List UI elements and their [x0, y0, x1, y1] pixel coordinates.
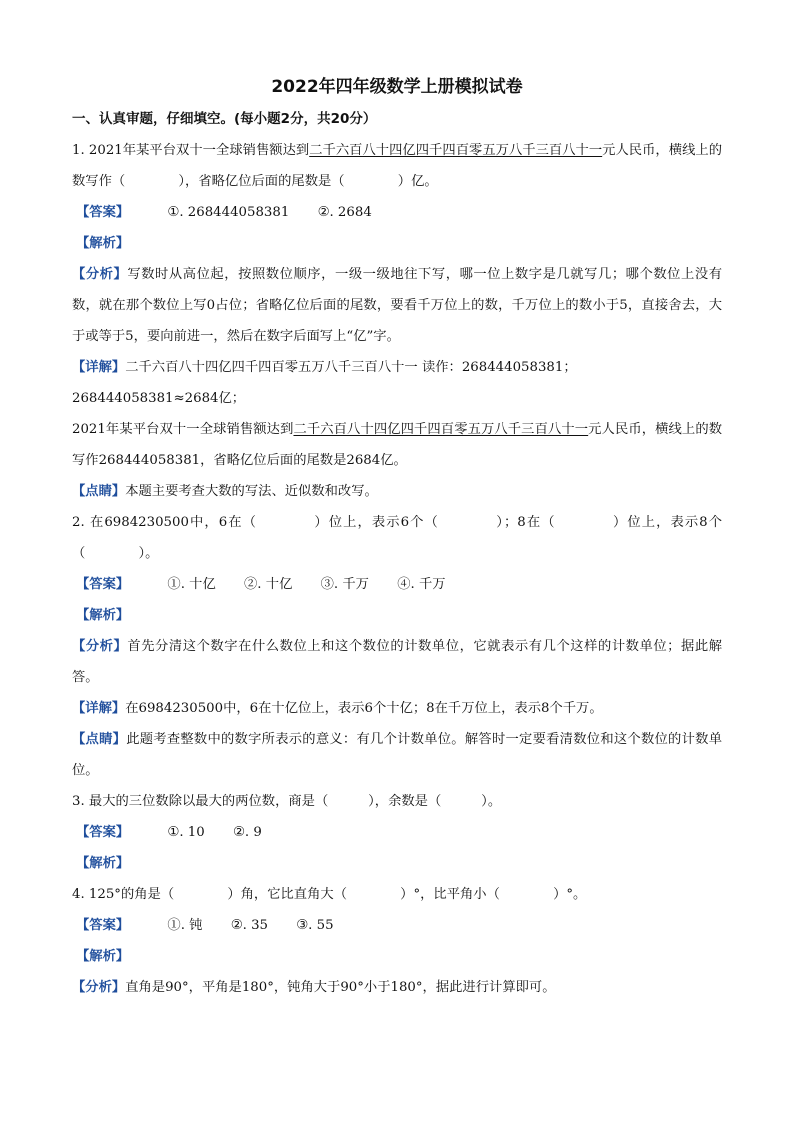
- detail-1: 【详解】二千六百八十四亿四千四百零五万八千三百八十一 读作：268444058381；: [72, 360, 577, 375]
- answer-item: ②. 35: [230, 918, 269, 933]
- fenxi-4: 【分析】直角是90°，平角是180°，钝角大于90°小于180°，据此进行计算即可。: [72, 980, 556, 995]
- answer-item: ①. 10: [167, 825, 205, 840]
- answer-item: ③. 55: [296, 918, 334, 933]
- comment-1: 【点睛】本题主要考查大数的写法、近似数和改写。: [72, 484, 378, 499]
- detail-1-line2: 268444058381≈2684亿；: [72, 391, 246, 406]
- section-heading: 一、认真审题，仔细填空。(每小题2分，共20分）: [72, 111, 377, 127]
- fenxi-1: 【分析】写数时从高位起，按照数位顺序，一级一级地往下写，哪一位上数字是几就写几；哪个数位上没有数，就在那个数位上写0占位；省略亿位后面的尾数，要看千万位上的数，千万位上的数小于5，直接舍去，大于或等于5，要向前进一，然后在数字后面写上“亿”字。: [72, 267, 723, 344]
- comment-2: 【点睛】此题考查整数中的数字所表示的意义：有几个计数单位。解答时一定要看清数位和这个数位的计数单位。: [72, 732, 722, 778]
- answer-item: ③. 千万: [320, 577, 369, 592]
- answer-item: ①. 十亿: [167, 577, 216, 592]
- question-3: 3. 最大的三位数除以最大的两位数，商是（ ），余数是（ ）。: [72, 794, 502, 809]
- underlined-number: 二千六百八十四亿四千四百零五万八千三百八十一: [293, 422, 589, 437]
- answer-item: ②. 2684: [317, 205, 372, 220]
- analysis-label-4: 【解析】: [76, 949, 130, 964]
- question-4: 4. 125°的角是（ ）角，它比直角大（ ）°，比平角小（ ）°。: [72, 887, 587, 902]
- answer-item: ④. 千万: [397, 577, 446, 592]
- answer-item: ①. 钝: [167, 918, 203, 933]
- answer-row-1: [72, 197, 722, 228]
- analysis-label-1: 【解析】: [76, 236, 130, 251]
- detail-2: 【详解】在6984230500中，6在十亿位上，表示6个十亿；8在千万位上，表示8个千万。: [72, 701, 603, 716]
- answer-item: ①. 268444058381: [167, 205, 290, 220]
- answer-row-4: [72, 910, 722, 941]
- answer-label: 【答案】: [76, 918, 130, 933]
- fenxi-2: 【分析】首先分清这个数字在什么数位上和这个数位的计数单位，它就表示有几个这样的计数单位；据此解答。: [72, 639, 723, 685]
- page-title: 2022年四年级数学上册模拟试卷: [271, 77, 523, 97]
- analysis-label-2: 【解析】: [76, 608, 130, 623]
- answer-item: ②. 9: [232, 825, 262, 840]
- answer-label: 【答案】: [76, 577, 130, 592]
- question-1: 1. 2021年某平台双十一全球销售额达到二千六百八十四亿四千四百零五万八千三百八十一元人民币，横线上的数写作（ ），省略亿位后面的尾数是（ ）亿。: [72, 143, 722, 189]
- detail-1-line3: 2021年某平台双十一全球销售额达到二千六百八十四亿四千四百零五万八千三百八十一元人民币，横线上的数写作268444058381，省略亿位后面的尾数是2684亿。: [72, 422, 723, 468]
- answer-row-3: [72, 817, 722, 848]
- underlined-number: 二千六百八十四亿四千四百零五万八千三百八十一: [309, 143, 603, 158]
- question-2: 2. 在6984230500中，6在（ ）位上，表示6个（ ）；8在（ ）位上，表示8个（ ）。: [72, 515, 722, 561]
- answer-item: ②. 十亿: [244, 577, 293, 592]
- answer-label: 【答案】: [76, 205, 130, 220]
- analysis-label-3: 【解析】: [76, 856, 130, 871]
- answer-label: 【答案】: [76, 825, 130, 840]
- answer-row-2: [72, 569, 722, 600]
